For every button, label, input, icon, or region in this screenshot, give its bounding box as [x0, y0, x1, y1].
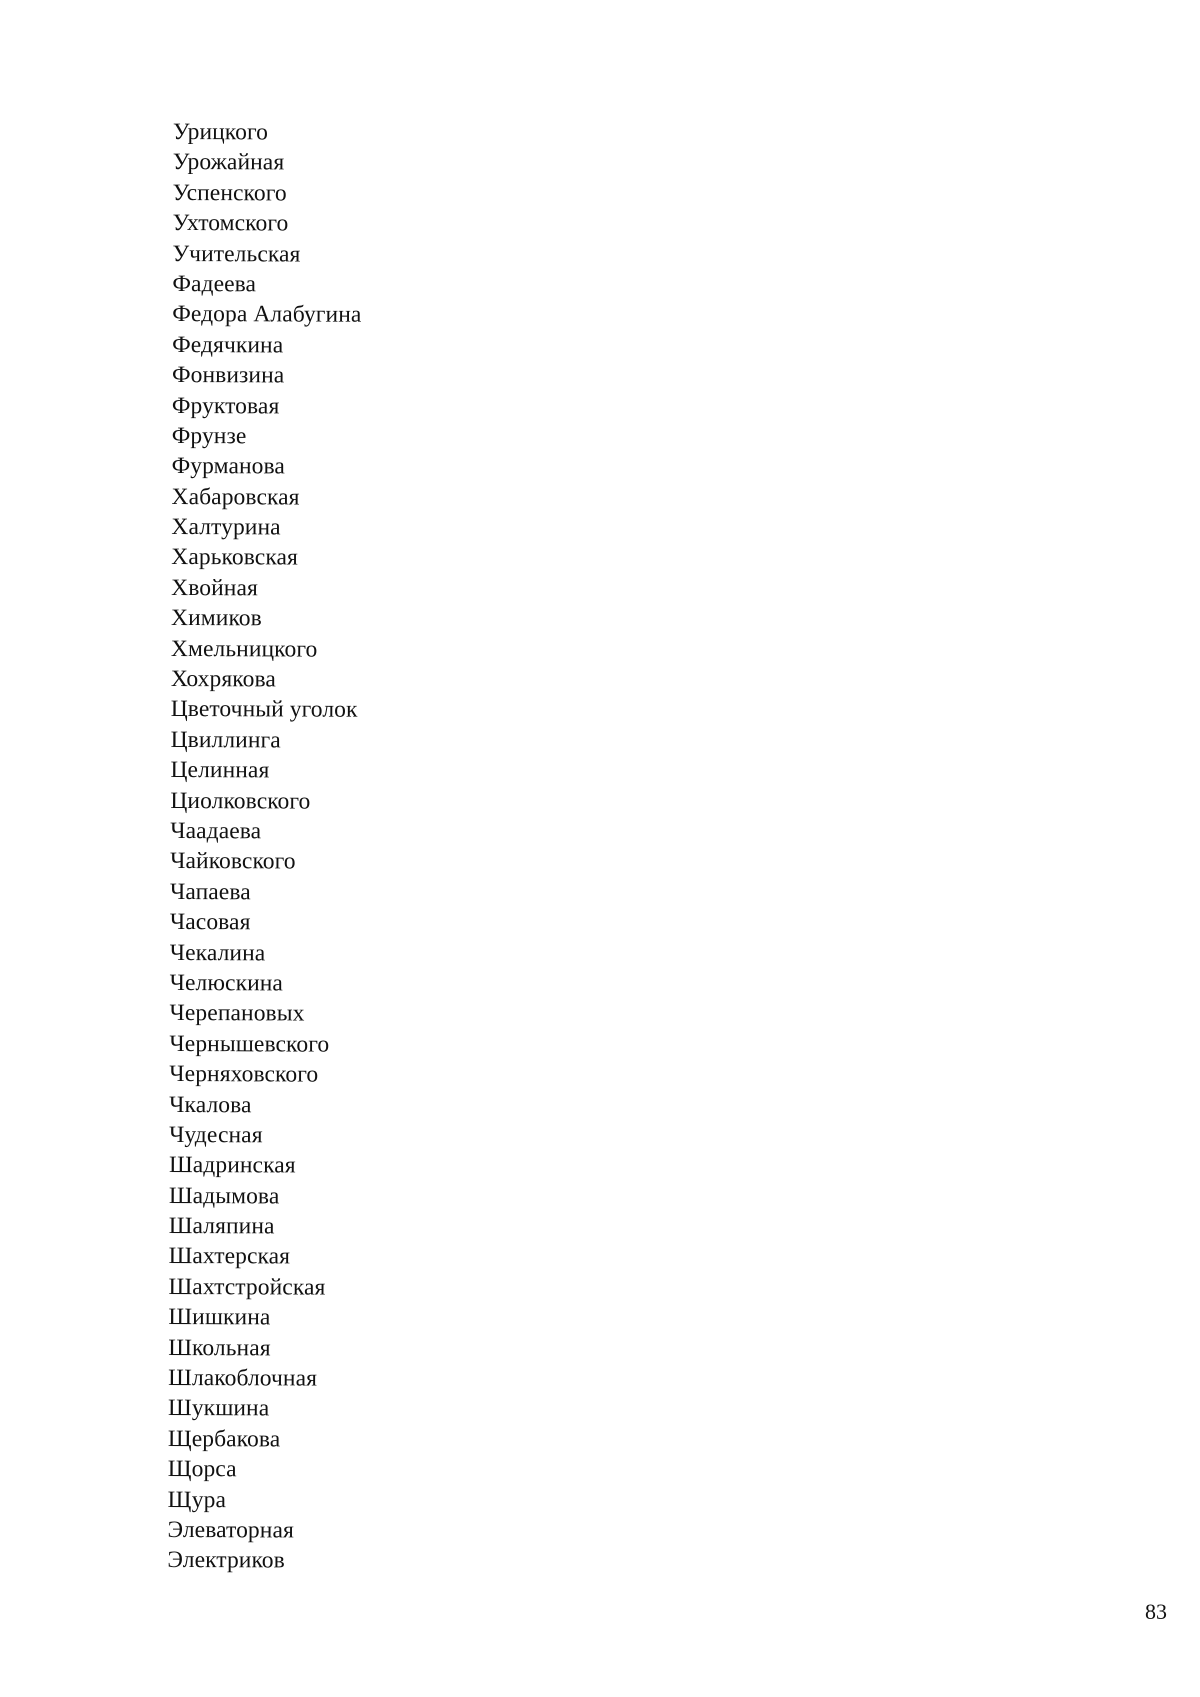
street-name-item: Харьковская — [171, 544, 298, 571]
street-name-item: Фруктовая — [171, 392, 280, 419]
page-number: 83 — [1145, 1599, 1167, 1624]
street-name-item: Фонвизина — [171, 362, 285, 389]
street-name-item: Шахтерская — [168, 1243, 291, 1270]
street-name-item: Хмельницкого — [170, 635, 318, 663]
street-name-item: Фрунзе — [171, 422, 247, 450]
street-name-item: Цветочный уголок — [170, 696, 358, 724]
street-name-item: Чернышевского — [169, 1030, 330, 1058]
street-name-item: Учительская — [172, 240, 301, 268]
street-name-item: Чекалина — [169, 939, 266, 966]
street-name-item: Черняховского — [169, 1061, 319, 1088]
street-name-item: Фадеева — [172, 270, 257, 298]
street-name-list — [167, 117, 362, 1576]
street-name-item: Целинная — [170, 757, 270, 784]
street-name-item: Ухтомского — [172, 210, 289, 237]
street-name-item: Черепановых — [169, 1000, 305, 1027]
street-name-item: Электриков — [167, 1547, 285, 1574]
street-name-item: Чапаева — [169, 878, 251, 906]
street-name-item: Хабаровская — [171, 483, 300, 511]
street-name-item: Федора Алабугина — [172, 301, 362, 329]
street-name-item: Шлакоблочная — [168, 1365, 318, 1392]
street-name-item: Халтурина — [171, 514, 281, 541]
street-name-item: Хвойная — [171, 574, 258, 602]
street-name-item: Шукшина — [167, 1395, 270, 1422]
street-name-item: Челюскина — [169, 969, 284, 997]
street-name-item: Шаляпина — [168, 1213, 275, 1240]
street-name-item: Школьная — [168, 1334, 271, 1362]
street-name-item: Элеваторная — [167, 1516, 294, 1544]
street-name-item: Шадринская — [168, 1152, 296, 1179]
street-name-item: Чайковского — [170, 848, 296, 875]
street-name-item: Федячкина — [172, 331, 284, 359]
street-name-item: Циолковского — [170, 787, 311, 815]
street-name-item: Щербакова — [167, 1425, 281, 1453]
street-name-item: Чудесная — [169, 1121, 263, 1149]
street-name-item: Чаадаева — [170, 817, 262, 845]
street-name-item: Щура — [167, 1486, 227, 1513]
street-name-item: Хохрякова — [170, 666, 276, 693]
street-name-item: Шишкина — [168, 1304, 271, 1331]
street-name-item: Урожайная — [172, 149, 285, 176]
street-name-item: Шадымова — [168, 1182, 280, 1210]
street-name-item: Успенского — [172, 179, 287, 207]
street-name-item: Урицкого — [172, 118, 269, 146]
street-name-item: Чкалова — [169, 1091, 252, 1118]
street-name-item: Щорса — [167, 1456, 237, 1483]
street-name-item: Химиков — [171, 605, 262, 632]
street-name-item: Часовая — [169, 909, 251, 936]
street-name-item: Фурманова — [171, 453, 286, 480]
street-name-item: Цвиллинга — [170, 726, 281, 754]
street-name-item: Шахтстройская — [168, 1273, 326, 1301]
